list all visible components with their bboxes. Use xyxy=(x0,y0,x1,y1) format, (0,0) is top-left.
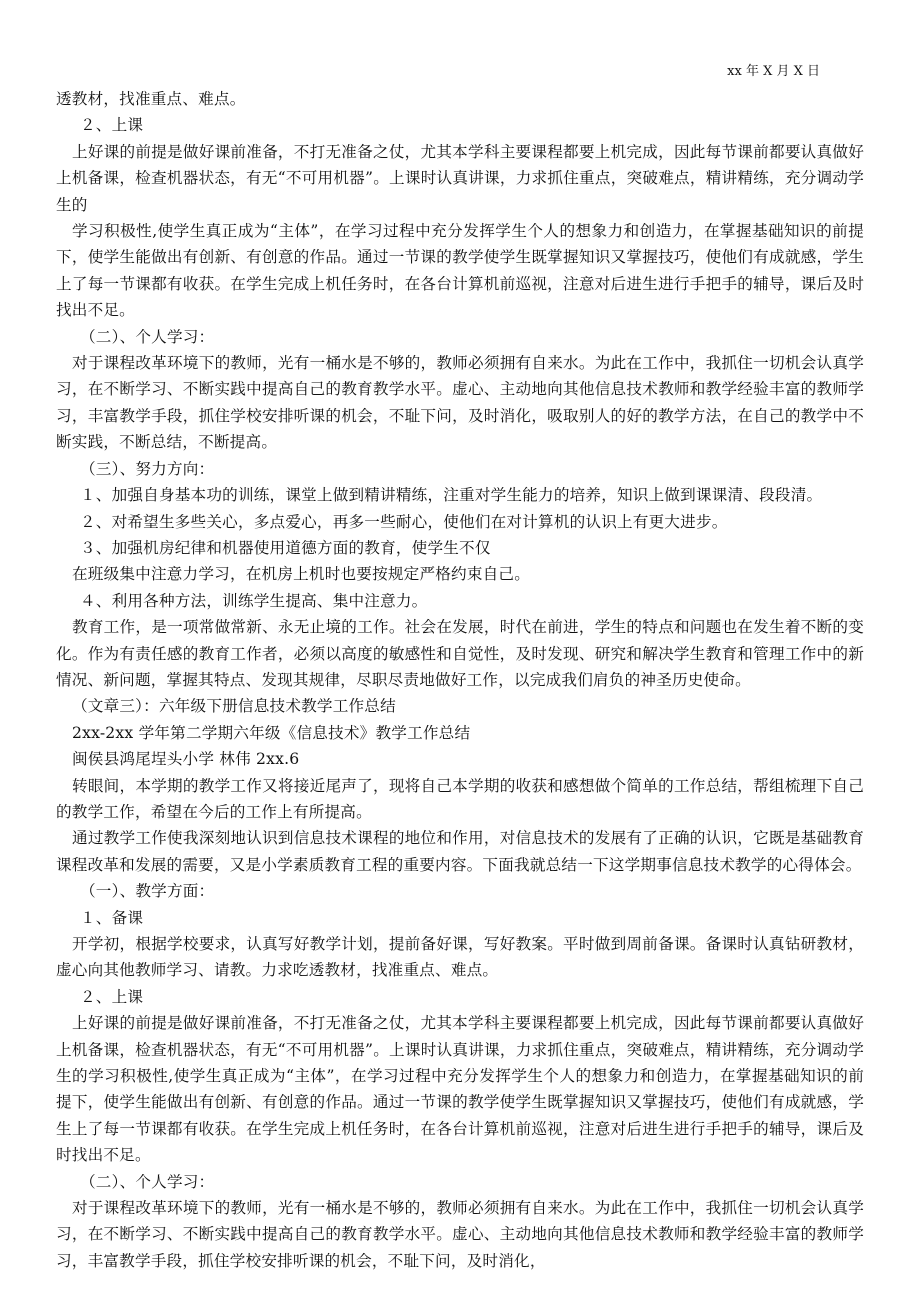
section-heading: １、备课 xyxy=(80,908,144,927)
paragraph: 对于课程改革环境下的教师，光有一桶水是不够的，教师必须拥有自来水。为此在工作中，我抓住一切机会认真学习，在不断学习、不断实践中提高自己的教育教学水平。虚心、主动地向其他信息技术教师和教学经验丰富的教师学习，丰富教学手段，抓住学校安排听课的机会，不耻下问，及时消化，吸取别人的好的教学方法，在自己的教学中不断实践，不断总结，不断提高。 xyxy=(56,354,864,452)
paragraph: 学习积极性,使学生真正成为“主体”，在学习过程中充分发挥学生个人的想象力和创造力，在掌握基础知识的前提下，使学生能做出有创新、有创意的作品。通过一节课的教学使学生既掌握知识又掌握技巧，使他们有成就感，学生上了每一节课都有收获。在学生完成上机任务时，在各台计算机前巡视，注意对后进生进行手把手的辅导，课后及时找出不足。 xyxy=(56,222,864,320)
list-item: ２、对希望生多些关心，多点爱心，再多一些耐心，使他们在对计算机的认识上有更大进步。 xyxy=(80,512,728,531)
paragraph: 透教材，找准重点、难点。 xyxy=(56,90,246,108)
paragraph: 开学初，根据学校要求，认真写好教学计划，提前备好课，写好教案。平时做到周前备课。备课时认真钻研教材，虚心向其他教师学习、请教。力求吃透教材，找准重点、难点。 xyxy=(56,935,864,980)
section-heading: ２、上课 xyxy=(80,987,144,1006)
header-date: xx 年 X 月 X 日 xyxy=(727,64,820,79)
author-line: 闽侯县鸿尾埕头小学 林伟 2xx.6 xyxy=(72,750,300,769)
section-heading: （一）、教学方面： xyxy=(80,882,215,901)
article-subtitle: 2xx-2xx 学年第二学期六年级《信息技术》教学工作总结 xyxy=(72,723,471,742)
paragraph: 教育工作，是一项常做常新、永无止境的工作。社会在发展，时代在前进，学生的特点和问题也在发生着不断的变化。作为有责任感的教育工作者，必须以高度的敏感性和自觉性，及时发现、研究和解决学生教育和管理工作中的新情况、新问题，掌握其特点、发现其规律，尽职尽责地做好工作，以完成我们肩负的神圣历史使命。 xyxy=(56,618,864,689)
list-item: ３、加强机房纪律和机器使用道德方面的教育，使学生不仅 xyxy=(80,538,491,557)
section-heading: （二）、个人学习： xyxy=(80,327,215,346)
paragraph: 转眼间，本学期的教学工作又将接近尾声了，现将自己本学期的收获和感想做个简单的工作总结，帮组梳理下自己的教学工作，希望在今后的工作上有所提高。 xyxy=(56,776,864,821)
paragraph: 在班级集中注意力学习，在机房上机时也要按规定严格约束自己。 xyxy=(72,565,531,584)
paragraph: 对于课程改革环境下的教师，光有一桶水是不够的，教师必须拥有自来水。为此在工作中，我抓住一切机会认真学习，在不断学习、不断实践中提高自己的教育教学水平。虚心、主动地向其他信息技术教师和教学经验丰富的教师学习，丰富教学手段，抓住学校安排听课的机会，不耻下问，及时消化， xyxy=(56,1199,864,1270)
paragraph: 上好课的前提是做好课前准备，不打无准备之仗，尤其本学科主要课程都要上机完成，因此每节课前都要认真做好上机备课，检查机器状态，有无“不可用机器”。上课时认真讲课，力求抓住重点，突破难点，精讲精练，充分调动学生的 xyxy=(56,142,864,214)
section-heading: ２、上课 xyxy=(80,116,144,135)
document-body xyxy=(56,86,864,1274)
article-title: （文章三）：六年级下册信息技术教学工作总结 xyxy=(72,697,396,716)
section-heading: （二）、个人学习： xyxy=(80,1172,215,1191)
list-item: １、加强自身基本功的训练，课堂上做到精讲精练，注重对学生能力的培养，知识上做到课课清、段段清。 xyxy=(80,486,823,505)
section-heading: （三）、努力方向： xyxy=(80,459,215,478)
paragraph: 通过教学工作使我深刻地认识到信息技术课程的地位和作用，对信息技术的发展有了正确的认识，它既是基础教育课程改革和发展的需要，又是小学素质教育工程的重要内容。下面我就总结一下这学期事信息技术教学的心得体会。 xyxy=(56,829,864,874)
list-item: ４、利用各种方法，训练学生提高、集中注意力。 xyxy=(80,591,428,610)
paragraph: 上好课的前提是做好课前准备，不打无准备之仗，尤其本学科主要课程都要上机完成，因此每节课前都要认真做好上机备课，检查机器状态，有无“不可用机器”。上课时认真讲课，力求抓住重点，突破难点，精讲精练，充分调动学生的学习积极性,使学生真正成为“主体”，在学习过程中充分发挥学生个人的想象力和创造力，在掌握基础知识的前提下，使学生能做出有创新、有创意的作品。通过一节课的教学使学生既掌握知识又掌握技巧，使他们有成就感，学生上了每一节课都有收获。在学生完成上机任务时，在各台计算机前巡视，注意对后进生进行手把手的辅导，课后及时找出不足。 xyxy=(56,1014,864,1165)
